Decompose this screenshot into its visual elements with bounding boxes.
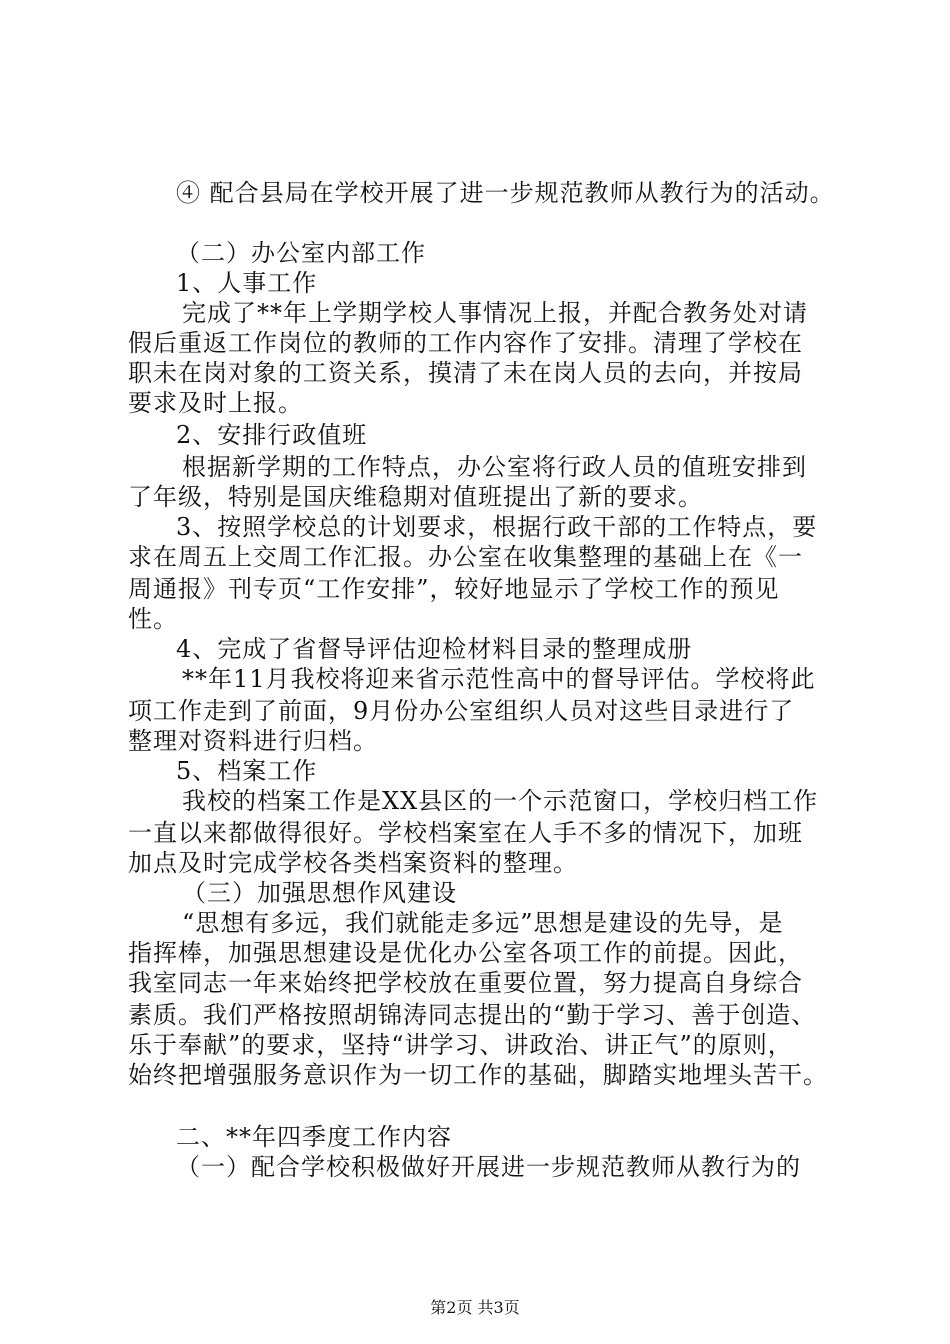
text-line: 假后重返工作岗位的教师的工作内容作了安排。清理了学校在 (128, 329, 803, 357)
text-line: 项工作走到了前面，9月份办公室组织人员对这些目录进行了 (128, 697, 795, 725)
text-line: “思想有多远，我们就能走多远”思想是建设的先导，是 (182, 909, 784, 937)
text-line: 一直以来都做得很好。学校档案室在人手不多的情况下，加班 (128, 819, 803, 847)
text-line: 二、**年四季度工作内容 (176, 1123, 452, 1151)
text-line: 根据新学期的工作特点，办公室将行政人员的值班安排到 (182, 453, 807, 481)
text-line: 指挥棒，加强思想建设是优化办公室各项工作的前提。因此， (128, 939, 803, 967)
text-line: 了年级，特别是国庆维稳期对值班提出了新的要求。 (128, 483, 703, 511)
text-line: （一）配合学校积极做好开展进一步规范教师从教行为的 (176, 1153, 801, 1181)
text-line: 完成了**年上学期学校人事情况上报，并配合教务处对请 (182, 299, 808, 327)
text-line: 1、人事工作 (176, 269, 318, 297)
text-line: 我室同志一年来始终把学校放在重要位置，努力提高自身综合 (128, 969, 803, 997)
text-line: 乐于奉献”的要求，坚持“讲学习、讲政治、讲正气”的原则， (128, 1031, 793, 1059)
text-line: 职未在岗对象的工资关系，摸清了未在岗人员的去向，并按局 (128, 359, 803, 387)
text-line: 2、安排行政值班 (176, 421, 368, 449)
text-line: 我校的档案工作是XX县区的一个示范窗口，学校归档工作 (182, 787, 819, 815)
text-line: 周通报》刊专页“工作安排”，较好地显示了学校工作的预见 (128, 575, 780, 603)
text-line: （三）加强思想作风建设 (182, 879, 457, 907)
page-footer: 第2页 共3页 (430, 1298, 520, 1317)
text-line: 整理对资料进行归档。 (128, 727, 378, 755)
text-line: 5、档案工作 (176, 757, 318, 785)
text-line: （二）办公室内部工作 (176, 239, 426, 267)
text-line: **年11月我校将迎来省示范性高中的督导评估。学校将此 (182, 665, 816, 693)
text-line: 4、完成了省督导评估迎检材料目录的整理成册 (176, 635, 693, 663)
text-line: 始终把增强服务意识作为一切工作的基础，脚踏实地埋头苦干。 (128, 1061, 828, 1089)
text-line: 加点及时完成学校各类档案资料的整理。 (128, 849, 578, 877)
text-line: 素质。我们严格按照胡锦涛同志提出的“勤于学习、善于创造、 (128, 1001, 817, 1029)
text-line: 求在周五上交周工作汇报。办公室在收集整理的基础上在《一 (128, 543, 803, 571)
text-line: 要求及时上报。 (128, 389, 303, 417)
text-line: 3、按照学校总的计划要求，根据行政干部的工作特点，要 (176, 513, 818, 541)
text-line: ④ 配合县局在学校开展了进一步规范教师从教行为的活动。 (176, 179, 835, 207)
text-line: 性。 (128, 605, 178, 633)
